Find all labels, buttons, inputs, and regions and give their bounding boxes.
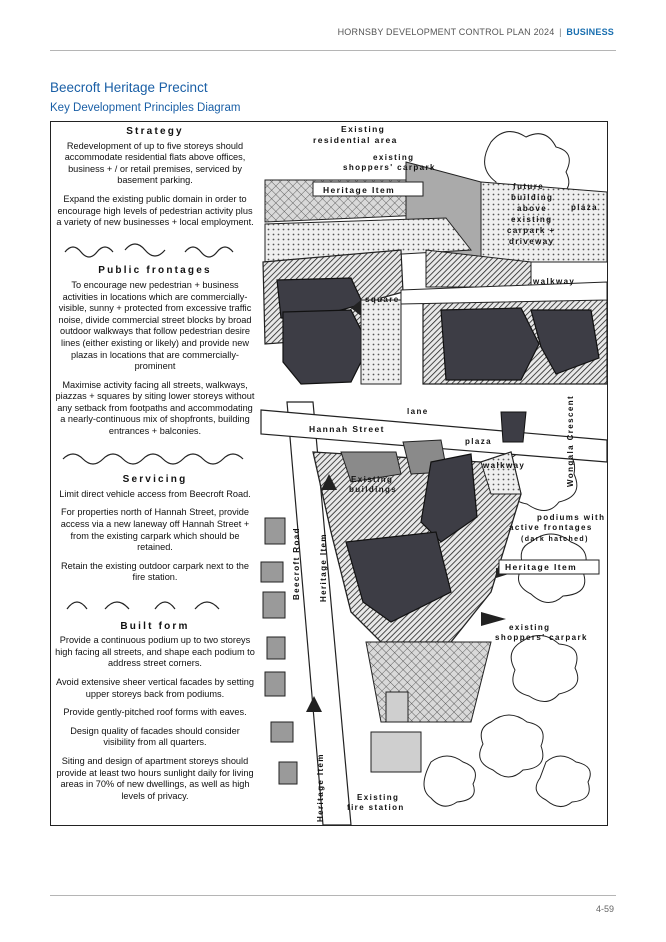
label-shoppers-carpark-top-2: shoppers' carpark: [343, 163, 436, 172]
principles-column: [51, 122, 259, 809]
sketch-divider-3: [55, 591, 255, 613]
label-shoppers-carpark-bottom-1: existing: [509, 623, 551, 632]
built-form-paragraph-1: Provide a continuous podium up to two storeys high facing all streets, and shape each podium to address street corners.: [55, 635, 255, 669]
built-form-paragraph-4: Design quality of facades should consider visibility from all quarters.: [70, 725, 240, 748]
label-square: square: [365, 295, 400, 304]
label-plaza-top: plaza: [571, 203, 599, 212]
label-walkway-mid: walkway: [483, 461, 526, 470]
label-plaza-mid: plaza: [465, 437, 493, 446]
diagram-subtitle: Key Development Principles Diagram: [50, 102, 241, 114]
page-title: Beecroft Heritage Precinct: [50, 80, 208, 95]
heading-servicing: Servicing: [122, 474, 188, 486]
public-frontages-paragraph-2: Maximise activity facing all streets, walkways, piazzas + squares by siting lower storeys without any setback from footpaths and accommodating a nearly-continuous mix of shopfronts, building entrances + balconies.: [55, 379, 255, 437]
header-rule: [50, 50, 616, 51]
servicing-paragraph-2: For properties north of Hannah Street, provide access via a new laneway off Hannah Street + from the existing carpark which should be retained.: [60, 507, 250, 553]
public-frontages-paragraph-1: To encourage new pedestrian + business activities in locations which are commercially-visible, sunny + protected from excessive traffic noise, divide commercial street blocks by broad outdoor walkways that follow pedestrian desire lines (either existing or likely) and provide new plazas in locations that are commercially-prominent: [58, 279, 252, 372]
building-small: [501, 412, 526, 442]
servicing-paragraph-1: Limit direct vehicle access from Beecroft Road.: [59, 488, 251, 499]
sketch-divider-2: [55, 445, 255, 467]
label-future-building-1: future: [513, 182, 545, 191]
page-number: 4-59: [595, 904, 614, 914]
label-heritage-item-road: Heritage Item: [319, 533, 328, 602]
label-future-building-5: carpark +: [507, 226, 556, 235]
built-form-paragraph-3: Provide gently-pitched roof forms with eaves.: [63, 707, 247, 718]
building-west: [283, 310, 369, 384]
strategy-paragraph-2: Expand the existing public domain in order to encourage high levels of pedestrian activity plus a variety of new businesses + local employment.: [56, 193, 254, 228]
label-future-building-2: building: [511, 193, 554, 202]
label-fire-station-2: fire station: [347, 803, 405, 812]
sketch-divider-1: [55, 236, 255, 258]
arrow-carpark: [481, 612, 506, 626]
label-existing-residential-2: residential area: [313, 135, 398, 145]
label-wongala-crescent: Wongala Crescent: [566, 394, 575, 487]
label-shoppers-carpark-top-1: existing: [373, 153, 415, 162]
label-existing-residential-1: Existing: [341, 124, 386, 134]
header-separator: |: [559, 27, 562, 37]
label-walkway-top: walkway: [533, 277, 576, 286]
label-lane: lane: [407, 407, 429, 416]
built-form-paragraph-5: Siting and design of apartment storeys should provide at least two hours sunlight daily for living areas in 70% of new dwellings, as well as high levels of privacy.: [56, 755, 254, 801]
document-title: HORNSBY DEVELOPMENT CONTROL PLAN 2024: [337, 27, 555, 37]
heading-strategy: Strategy: [126, 126, 184, 137]
heading-built-form: Built form: [120, 620, 190, 632]
label-existing-buildings-1: Existing: [351, 475, 394, 484]
footer-rule: [50, 895, 616, 896]
square-space: [361, 300, 401, 384]
built-form-paragraph-2: Avoid extensive sheer vertical facades by setting upper storeys back from podiums.: [56, 676, 254, 699]
diagram-frame: [50, 121, 608, 826]
building-east: [441, 308, 539, 380]
label-podiums-2: active frontages: [509, 523, 593, 532]
label-podiums-3: (dark hatched): [521, 536, 589, 543]
label-heritage-item-mid: Heritage Item: [505, 562, 578, 572]
servicing-paragraph-3: Retain the existing outdoor carpark next to the fire station.: [61, 560, 249, 583]
label-heritage-item-bottom: Heritage Item: [316, 753, 325, 822]
label-shoppers-carpark-bottom-2: shoppers' carpark: [495, 633, 588, 642]
label-podiums-1: podiums with: [537, 513, 606, 522]
section-name: BUSINESS: [566, 27, 614, 37]
heading-public-frontages: Public frontages: [98, 265, 212, 277]
label-beecroft-road: Beecroft Road: [292, 527, 301, 600]
label-future-building-3: above: [517, 204, 548, 213]
label-hannah-street: Hannah Street: [309, 424, 385, 434]
label-existing-buildings-2: buildings: [349, 485, 398, 494]
strategy-paragraph-1: Redevelopment of up to five storeys should accommodate residential flats above offices, business + / or retail premises, serviced by basement parking.: [64, 140, 246, 186]
shoppers-carpark-south: [366, 642, 491, 722]
label-heritage-item-top: Heritage Item: [323, 185, 396, 195]
label-future-building-4: existing: [511, 215, 553, 224]
running-header: [338, 27, 614, 37]
label-future-building-6: driveway: [509, 237, 555, 246]
label-fire-station-1: Existing: [357, 793, 400, 802]
